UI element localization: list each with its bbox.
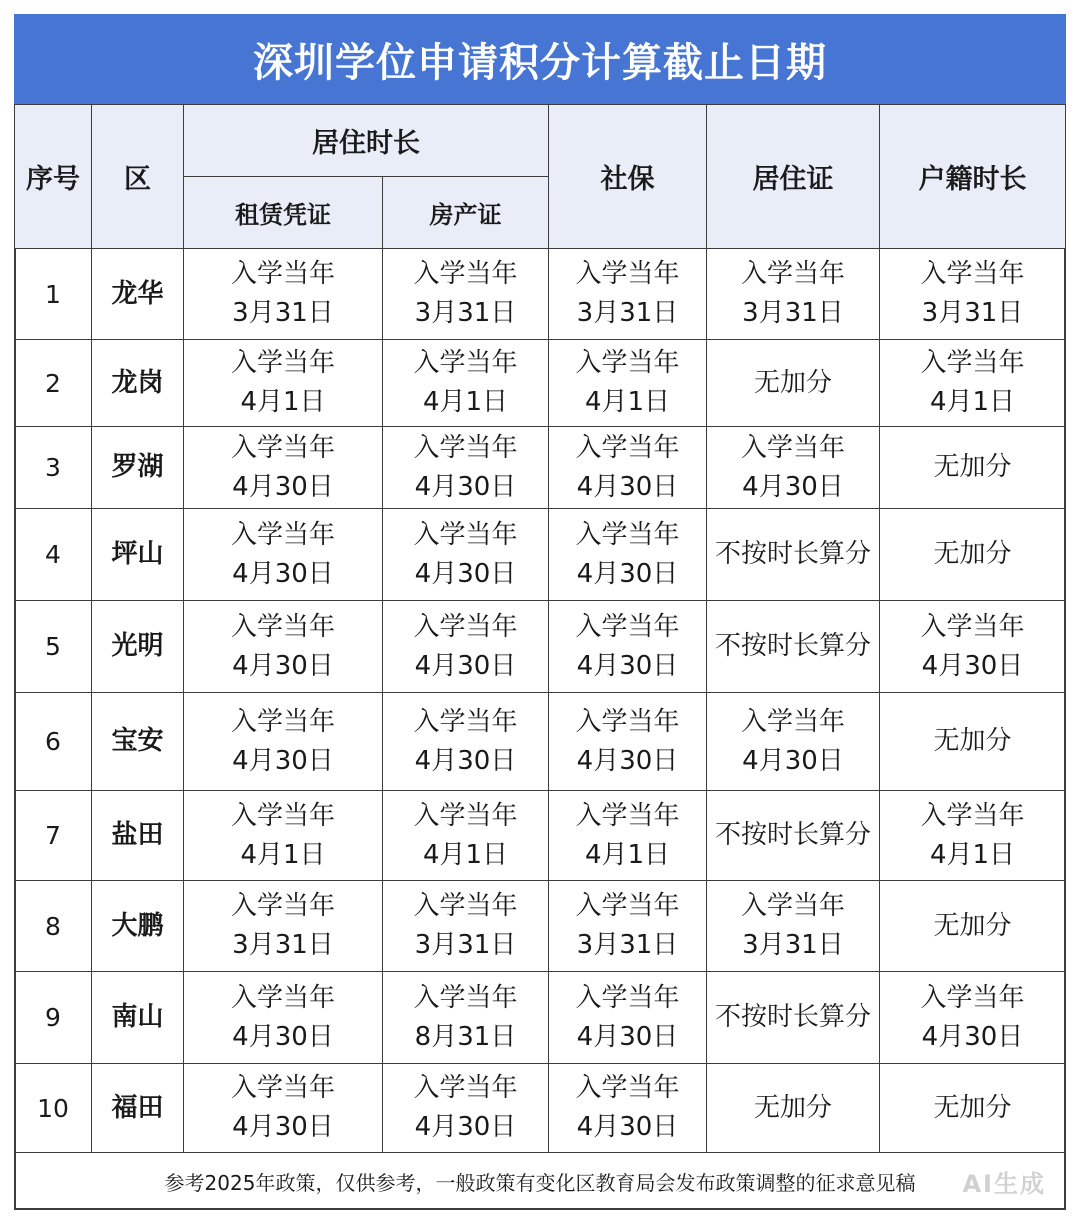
header-property-certificate: 房产证	[382, 176, 549, 249]
row-social-security: 入学当年 4月30日	[548, 426, 707, 509]
row-property-certificate: 入学当年 4月1日	[382, 339, 549, 427]
row-property-certificate: 入学当年 3月31日	[382, 880, 549, 972]
page-title: 深圳学位申请积分计算截止日期	[14, 14, 1066, 104]
row-property-certificate: 入学当年 4月30日	[382, 600, 549, 693]
header-rental-certificate: 租赁凭证	[183, 176, 383, 249]
footnote: 参考2025年政策，仅供参考，一般政策有变化区教育局会发布政策调整的征求意见稿	[164, 1170, 916, 1195]
row-district: 大鹏	[91, 880, 184, 972]
row-residence-permit: 不按时长算分	[706, 600, 880, 693]
row-district: 龙华	[91, 248, 184, 340]
row-household-duration: 入学当年 4月1日	[879, 339, 1066, 427]
row-social-security: 入学当年 4月30日	[548, 971, 707, 1064]
row-index: 9	[14, 971, 92, 1064]
row-rental-certificate: 入学当年 4月30日	[183, 692, 383, 791]
row-rental-certificate: 入学当年 4月30日	[183, 426, 383, 509]
row-social-security: 入学当年 4月30日	[548, 1063, 707, 1153]
row-residence-permit: 入学当年 3月31日	[706, 880, 880, 972]
row-property-certificate: 入学当年 4月30日	[382, 426, 549, 509]
header-district: 区	[91, 104, 184, 249]
row-property-certificate: 入学当年 4月30日	[382, 692, 549, 791]
row-index: 6	[14, 692, 92, 791]
row-social-security: 入学当年 4月30日	[548, 600, 707, 693]
row-social-security: 入学当年 3月31日	[548, 880, 707, 972]
row-household-duration: 无加分	[879, 508, 1066, 601]
row-index: 7	[14, 790, 92, 881]
row-index: 4	[14, 508, 92, 601]
row-property-certificate: 入学当年 3月31日	[382, 248, 549, 340]
row-district: 盐田	[91, 790, 184, 881]
row-district: 罗湖	[91, 426, 184, 509]
row-social-security: 入学当年 4月1日	[548, 790, 707, 881]
row-rental-certificate: 入学当年 3月31日	[183, 880, 383, 972]
row-residence-permit: 入学当年 4月30日	[706, 426, 880, 509]
row-property-certificate: 入学当年 8月31日	[382, 971, 549, 1064]
row-residence-permit: 无加分	[706, 339, 880, 427]
row-index: 5	[14, 600, 92, 693]
row-residence-permit: 入学当年 3月31日	[706, 248, 880, 340]
row-district: 南山	[91, 971, 184, 1064]
row-rental-certificate: 入学当年 4月30日	[183, 971, 383, 1064]
row-household-duration: 无加分	[879, 880, 1066, 972]
row-residence-permit: 无加分	[706, 1063, 880, 1153]
row-social-security: 入学当年 4月1日	[548, 339, 707, 427]
row-household-duration: 入学当年 4月30日	[879, 600, 1066, 693]
header-household-duration: 户籍时长	[879, 104, 1066, 249]
row-rental-certificate: 入学当年 4月30日	[183, 1063, 383, 1153]
row-rental-certificate: 入学当年 3月31日	[183, 248, 383, 340]
row-district: 光明	[91, 600, 184, 693]
row-rental-certificate: 入学当年 4月30日	[183, 600, 383, 693]
row-property-certificate: 入学当年 4月30日	[382, 508, 549, 601]
row-household-duration: 无加分	[879, 1063, 1066, 1153]
row-district: 龙岗	[91, 339, 184, 427]
row-rental-certificate: 入学当年 4月30日	[183, 508, 383, 601]
row-property-certificate: 入学当年 4月1日	[382, 790, 549, 881]
row-index: 8	[14, 880, 92, 972]
row-social-security: 入学当年 3月31日	[548, 248, 707, 340]
header-index: 序号	[14, 104, 92, 249]
row-district: 福田	[91, 1063, 184, 1153]
row-index: 10	[14, 1063, 92, 1153]
row-rental-certificate: 入学当年 4月1日	[183, 790, 383, 881]
row-social-security: 入学当年 4月30日	[548, 508, 707, 601]
row-residence-permit: 不按时长算分	[706, 790, 880, 881]
row-rental-certificate: 入学当年 4月1日	[183, 339, 383, 427]
row-index: 3	[14, 426, 92, 509]
row-household-duration: 无加分	[879, 692, 1066, 791]
row-district: 坪山	[91, 508, 184, 601]
row-household-duration: 入学当年 3月31日	[879, 248, 1066, 340]
header-residence-permit: 居住证	[706, 104, 880, 249]
watermark: AI生成	[962, 1170, 1046, 1198]
row-index: 1	[14, 248, 92, 340]
row-residence-permit: 不按时长算分	[706, 971, 880, 1064]
row-index: 2	[14, 339, 92, 427]
row-residence-permit: 入学当年 4月30日	[706, 692, 880, 791]
row-household-duration: 入学当年 4月30日	[879, 971, 1066, 1064]
header-residence-duration: 居住时长	[183, 104, 549, 177]
row-property-certificate: 入学当年 4月30日	[382, 1063, 549, 1153]
row-household-duration: 入学当年 4月1日	[879, 790, 1066, 881]
row-social-security: 入学当年 4月30日	[548, 692, 707, 791]
row-residence-permit: 不按时长算分	[706, 508, 880, 601]
row-household-duration: 无加分	[879, 426, 1066, 509]
header-social-security: 社保	[548, 104, 707, 249]
row-district: 宝安	[91, 692, 184, 791]
